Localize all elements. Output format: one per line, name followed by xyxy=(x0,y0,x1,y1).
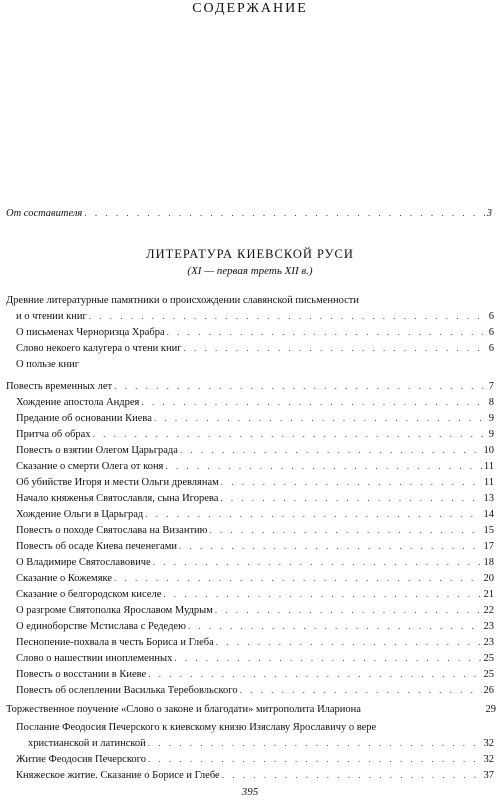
toc-entry xyxy=(16,428,494,441)
entry-label: О письменах Черноризца Храбра xyxy=(16,327,165,338)
entry-page: 6 xyxy=(488,343,494,354)
toc-entry xyxy=(16,684,494,697)
toc-entry xyxy=(16,652,494,665)
entry-label: О единоборстве Мстислава с Редедею xyxy=(16,621,186,632)
leader-dots xyxy=(221,476,482,489)
toc-entry xyxy=(6,703,496,716)
leader-dots xyxy=(93,428,487,441)
entry-label: Торжественное поучение «Слово о законе и благодати» митрополита Илариона xyxy=(6,704,361,715)
entry-label: Предание об основании Киева xyxy=(16,413,152,424)
entry-label: Сказание о белгородском киселе xyxy=(16,589,162,600)
entry-page: 3 xyxy=(486,208,492,219)
section-title: ЛИТЕРАТУРА КИЕВСКОЙ РУСИ xyxy=(146,247,354,261)
leader-dots xyxy=(216,636,482,649)
entry-page: 9 xyxy=(488,429,494,440)
leader-dots xyxy=(174,652,481,665)
entry-page: 10 xyxy=(483,445,494,456)
entry-label: Повесть о походе Святослава на Византию xyxy=(16,525,208,536)
leader-dots xyxy=(184,342,487,355)
entry-label: О разгроме Святополка Ярославом Мудрым xyxy=(16,605,213,616)
entry-label: Повесть о восстании в Киеве xyxy=(16,669,147,680)
leader-dots xyxy=(114,380,487,393)
entry-page: 32 xyxy=(483,754,494,765)
leader-dots xyxy=(148,753,482,766)
entry-page: 9 xyxy=(488,413,494,424)
entry-label: Повесть временных лет xyxy=(6,381,113,392)
entry-label: О Владимире Святославовиче xyxy=(16,557,151,568)
toc-entry xyxy=(6,294,496,307)
leader-dots xyxy=(215,604,482,617)
entry-page: 6 xyxy=(488,311,494,322)
toc-entry xyxy=(16,753,494,766)
leader-dots xyxy=(141,396,486,409)
toc-entry xyxy=(16,604,494,617)
entry-page: 29 xyxy=(485,704,496,715)
leader-dots xyxy=(163,588,481,601)
entry-label: Хождение Ольги в Царьград xyxy=(16,509,144,520)
toc-entry xyxy=(16,326,494,339)
entry-label: и о чтении книг xyxy=(16,311,87,322)
leader-dots xyxy=(188,620,482,633)
toc-entry xyxy=(16,668,494,681)
entry-page: 32 xyxy=(483,738,494,749)
leader-dots xyxy=(89,310,487,323)
toc-entry xyxy=(16,460,494,473)
leader-dots xyxy=(84,207,484,220)
entry-label: христианской и латинской xyxy=(28,738,146,749)
entry-label: Сказание о Кожемяке xyxy=(16,573,113,584)
entry-page: 37 xyxy=(483,770,494,781)
page-title: СОДЕРЖАНИЕ xyxy=(192,1,308,16)
entry-page: 18 xyxy=(483,557,494,568)
entry-label: Древние литературные памятники о происхождении славянской письменности xyxy=(6,295,360,306)
entry-label: Слово о нашествии иноплеменных xyxy=(16,653,173,664)
entry-page: 15 xyxy=(483,525,494,536)
entry-label: Песнопение-похвала в честь Бориса и Глеба xyxy=(16,637,214,648)
toc-entry xyxy=(16,396,494,409)
entry-page: 6 xyxy=(488,327,494,338)
entry-label: От составителя xyxy=(6,208,83,219)
entry-label: Сказание о смерти Олега от коня xyxy=(16,461,164,472)
toc-entry xyxy=(16,721,494,734)
leader-dots xyxy=(114,572,481,585)
toc-entry xyxy=(16,444,494,457)
toc-entry xyxy=(16,769,494,782)
toc-entry xyxy=(16,636,494,649)
leader-dots xyxy=(210,524,482,537)
toc-entry xyxy=(16,572,494,585)
entry-label: Житие Феодосия Печерского xyxy=(16,754,146,765)
entry-page: 11 xyxy=(483,477,494,488)
entry-label: Об убийстве Игоря и мести Ольги древлянам xyxy=(16,477,219,488)
toc-entry xyxy=(16,524,494,537)
toc-entry xyxy=(16,540,494,553)
entry-label: Княжеское житие. Сказание о Борисе и Глебе xyxy=(16,770,220,781)
entry-label: О пользе книг xyxy=(16,359,80,370)
toc-entry xyxy=(16,342,494,355)
entry-page: 25 xyxy=(483,669,494,680)
entry-label: Притча об обрах xyxy=(16,429,91,440)
entry-page: 17 xyxy=(483,541,494,552)
toc-entry-intro xyxy=(6,207,492,220)
entry-label: Хождение апостола Андрея xyxy=(16,397,140,408)
entry-page: 14 xyxy=(483,509,494,520)
leader-dots xyxy=(222,769,482,782)
entry-page: 23 xyxy=(483,621,494,632)
entry-page: 22 xyxy=(483,605,494,616)
toc-entry xyxy=(16,588,494,601)
entry-label: Послание Феодосия Печерского к киевскому князю Изяславу Ярославичу о вере xyxy=(16,722,377,733)
entry-label: Повесть об ослеплении Василька Теребовльского xyxy=(16,685,238,696)
entry-label: Повесть о взятии Олегом Царьграда xyxy=(16,445,178,456)
toc-entry xyxy=(16,508,494,521)
leader-dots xyxy=(153,556,482,569)
entry-label: Слово некоего калугера о чтени книг xyxy=(16,343,182,354)
entry-page: 23 xyxy=(483,637,494,648)
entry-page: 7 xyxy=(488,381,494,392)
toc-entry xyxy=(6,380,494,393)
entry-page: 21 xyxy=(483,589,494,600)
toc-entry xyxy=(16,358,494,371)
leader-dots xyxy=(154,412,487,425)
toc-entry xyxy=(16,620,494,633)
entry-page: 20 xyxy=(483,573,494,584)
leader-dots xyxy=(179,540,482,553)
leader-dots xyxy=(180,444,482,457)
leader-dots xyxy=(167,326,487,339)
entry-label: Начало княженья Святославля, сына Игорева xyxy=(16,493,219,504)
entry-page: 25 xyxy=(483,653,494,664)
toc-entry xyxy=(28,737,494,750)
toc-entry xyxy=(16,412,494,425)
entry-page: 11 xyxy=(483,461,494,472)
leader-dots xyxy=(220,492,481,505)
entry-page: 8 xyxy=(488,397,494,408)
toc-entry xyxy=(16,310,494,323)
leader-dots xyxy=(240,684,482,697)
leader-dots xyxy=(148,668,481,681)
toc-entry xyxy=(16,492,494,505)
leader-dots xyxy=(145,508,481,521)
page-number: 395 xyxy=(241,786,259,798)
section-subtitle: (XI — первая треть XII в.) xyxy=(187,265,313,277)
leader-dots xyxy=(148,737,482,750)
toc-entry xyxy=(16,556,494,569)
entry-page: 26 xyxy=(483,685,494,696)
entry-label: Повесть об осаде Киева печенегами xyxy=(16,541,177,552)
toc-entry xyxy=(16,476,494,489)
leader-dots xyxy=(165,460,481,473)
entry-page: 13 xyxy=(483,493,494,504)
